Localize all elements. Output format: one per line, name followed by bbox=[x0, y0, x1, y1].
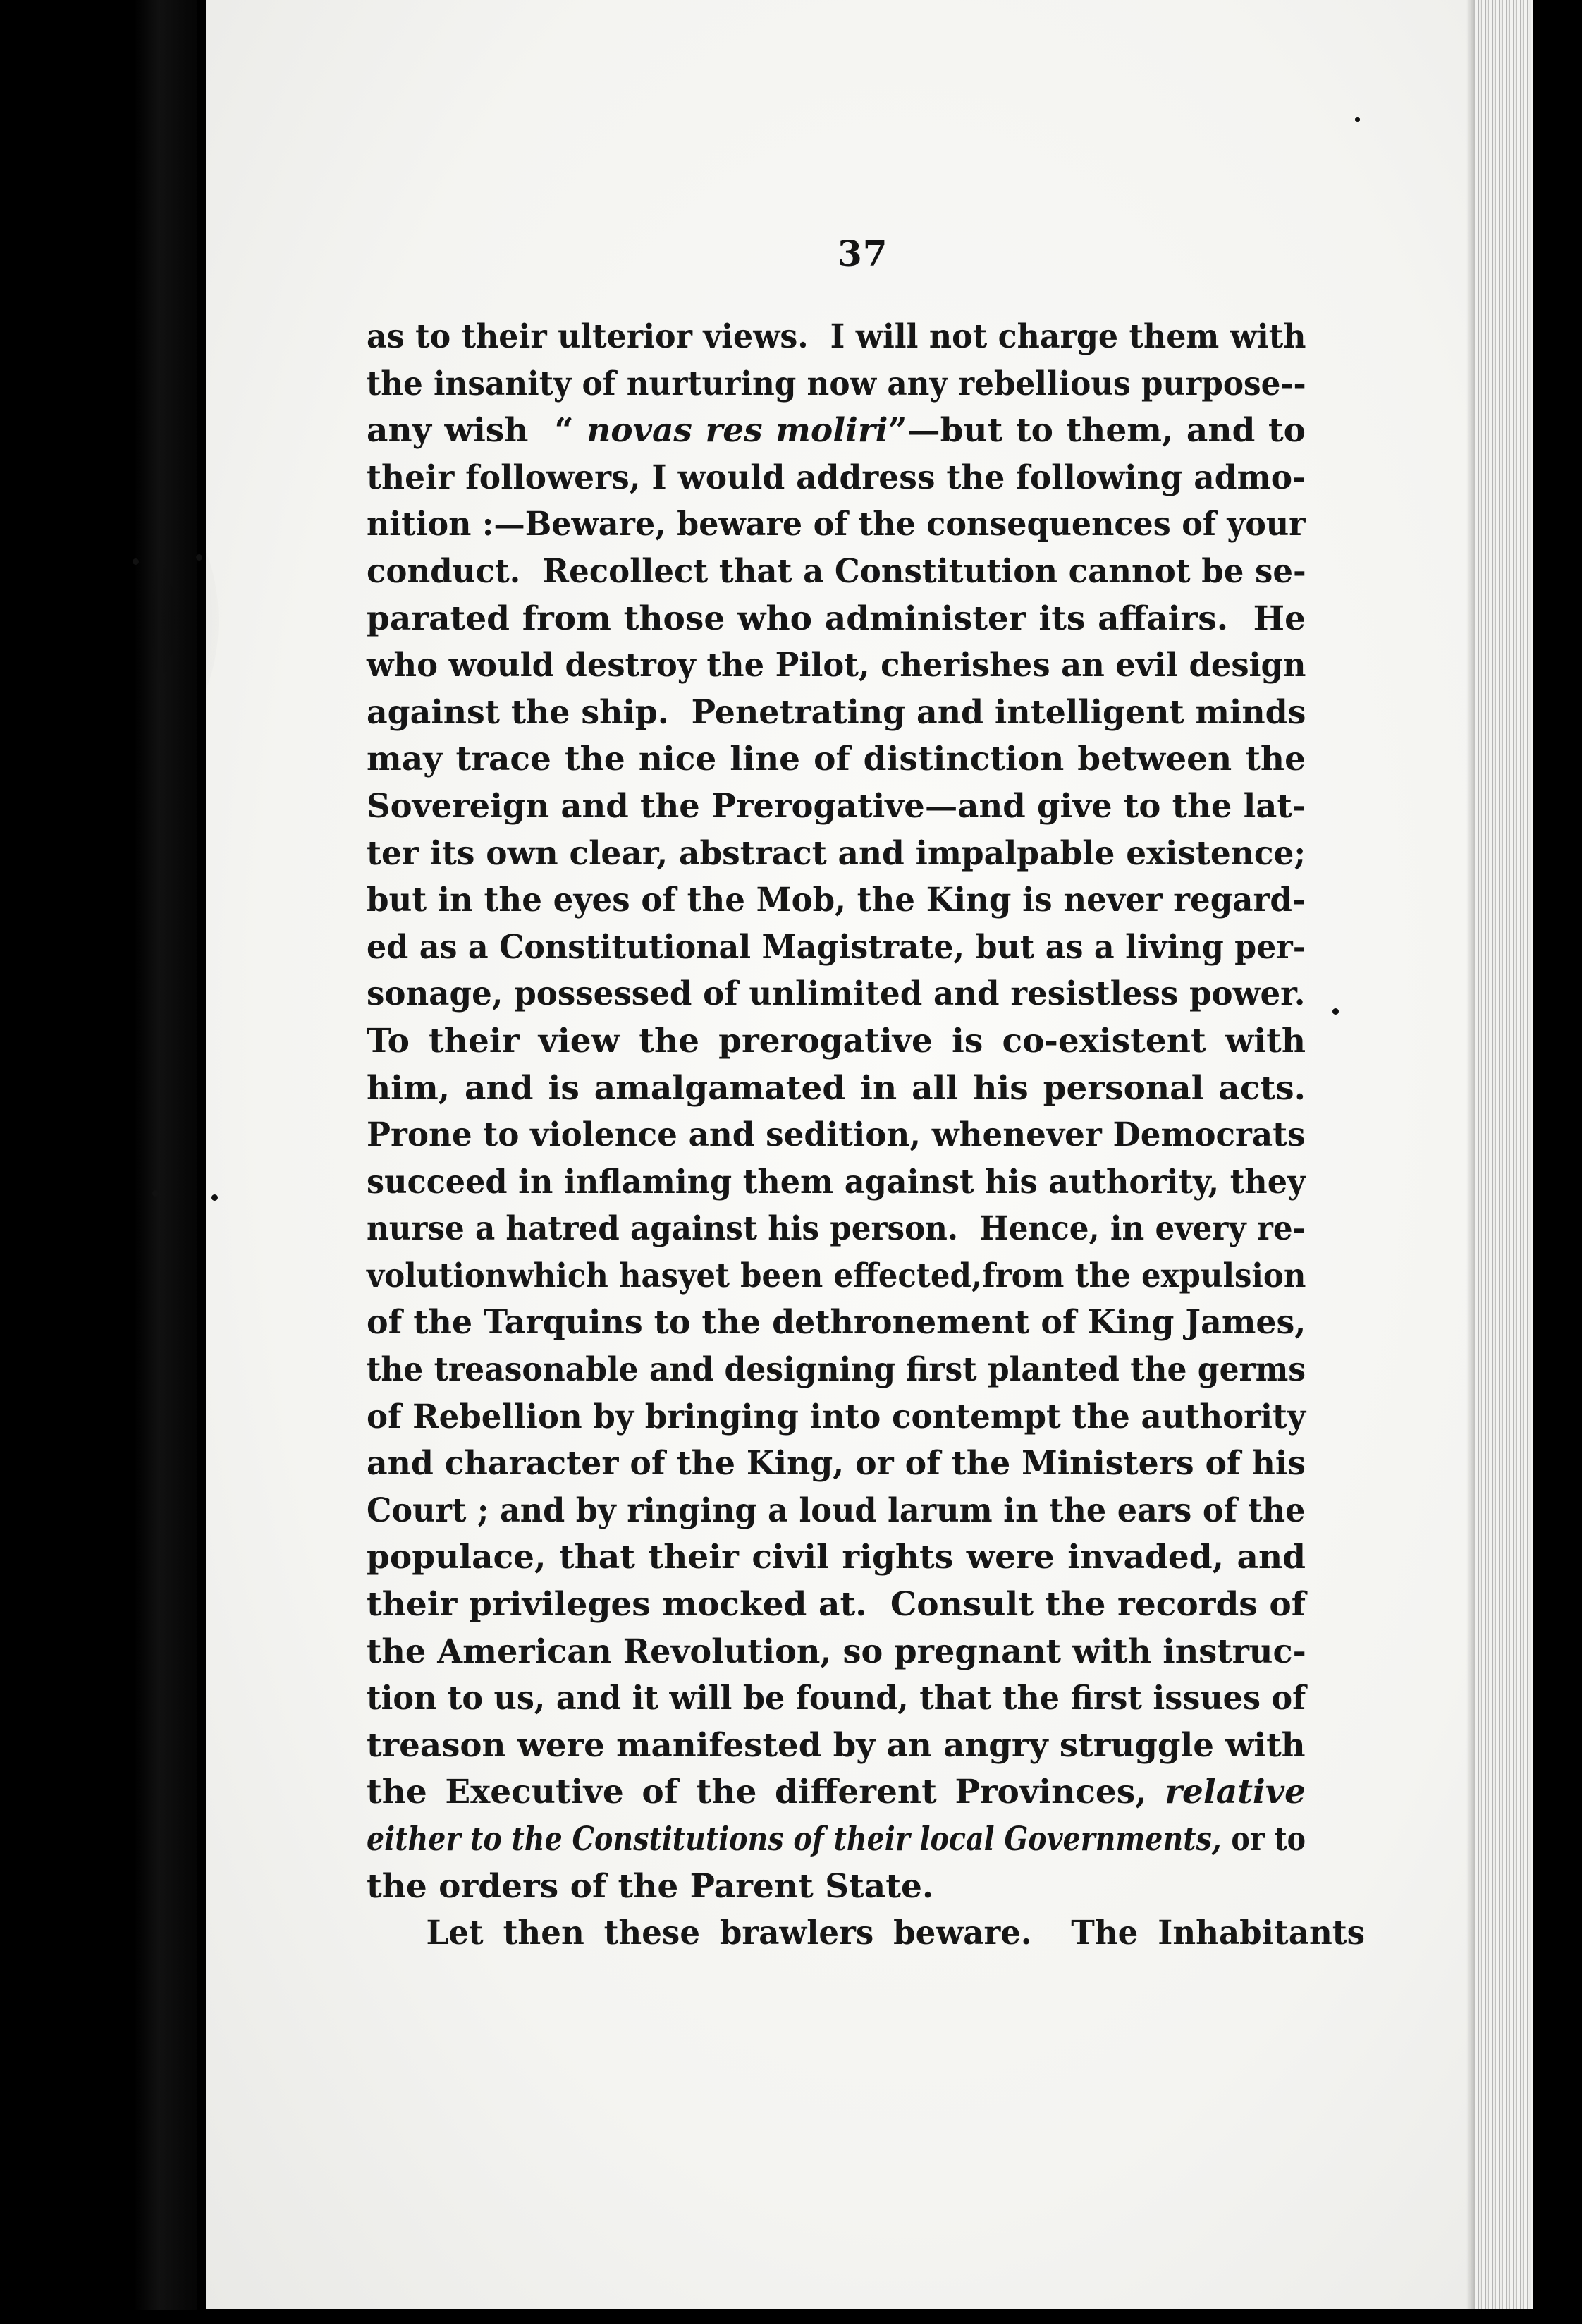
text-line bbox=[367, 1582, 1306, 1629]
text-run: him, and is amalgamated in all his personal acts. bbox=[367, 1068, 1306, 1108]
margin-speck bbox=[133, 558, 139, 565]
italic-text: either to the Constitutions of their local Governments, bbox=[367, 1820, 1222, 1859]
text-run: Prone to violence and sedition, whenever Democrats bbox=[367, 1115, 1306, 1155]
margin-speck bbox=[196, 554, 202, 561]
margin-speck bbox=[1332, 1008, 1339, 1015]
text-line bbox=[367, 1112, 1305, 1159]
italic-text: relative bbox=[1165, 1773, 1306, 1812]
text-line bbox=[367, 1347, 1306, 1394]
text-run: tion to us, and it will be found, that the first issues of bbox=[367, 1679, 1306, 1718]
text-line bbox=[367, 1629, 1306, 1676]
text-run: ter its own clear, abstract and impalpable existence; bbox=[367, 833, 1306, 873]
text-run: the American Revolution, so pregnant with instruc- bbox=[367, 1632, 1306, 1671]
text-run: their privileges mocked at. Consult the records of bbox=[367, 1585, 1306, 1625]
text-line bbox=[367, 831, 1306, 878]
text-line bbox=[367, 1299, 1306, 1347]
text-run: against the ship. Penetrating and intelligent minds bbox=[367, 692, 1306, 732]
text-line bbox=[367, 455, 1306, 502]
text-line bbox=[367, 1864, 1306, 1911]
text-line bbox=[367, 408, 1306, 455]
show-through-mark bbox=[113, 515, 219, 726]
text-line bbox=[367, 596, 1306, 643]
text-line bbox=[367, 736, 1306, 783]
italic-text: novas res moliri bbox=[587, 411, 888, 451]
text-run: as to their ulterior views. I will not charge them with bbox=[367, 317, 1306, 356]
scanner-background-left bbox=[0, 0, 155, 2324]
scanner-background-bottom bbox=[0, 2310, 1582, 2324]
text-line bbox=[367, 1159, 1306, 1206]
text-line bbox=[367, 1675, 1306, 1723]
text-line bbox=[367, 1441, 1306, 1488]
text-run: Let then these brawlers beware. The Inhabitants bbox=[426, 1914, 1365, 1953]
text-line bbox=[367, 1910, 1365, 1957]
book-binding bbox=[134, 0, 197, 2324]
text-run: of the Tarquins to the dethronement of King James, bbox=[367, 1303, 1306, 1343]
page-number: 37 bbox=[838, 233, 888, 274]
text-line bbox=[367, 924, 1306, 972]
text-run: the orders of the Parent State. bbox=[367, 1866, 934, 1906]
text-run: any wish “ bbox=[367, 411, 587, 451]
text-line bbox=[367, 971, 1306, 1018]
text-run: conduct. Recollect that a Constitution cannot be se- bbox=[367, 551, 1306, 591]
text-line bbox=[367, 1816, 1306, 1864]
margin-speck bbox=[1355, 117, 1360, 122]
text-run: and character of the King, or of the Ministers of his bbox=[367, 1444, 1306, 1484]
text-line bbox=[367, 1769, 1306, 1816]
text-line bbox=[367, 642, 1306, 690]
text-line bbox=[367, 361, 1306, 408]
text-run: nurse a hatred against his person. Hence, in every re- bbox=[367, 1209, 1306, 1249]
text-line bbox=[367, 877, 1306, 924]
text-run: their followers, I would address the following admo- bbox=[367, 458, 1306, 497]
text-run: or to bbox=[1221, 1820, 1306, 1859]
margin-speck bbox=[152, 1190, 159, 1197]
text-line bbox=[367, 1253, 1306, 1300]
text-line bbox=[367, 1018, 1306, 1065]
text-run: parated from those who administer its affairs. He bbox=[367, 599, 1306, 638]
text-run: Sovereign and the Prerogative—and give to the lat- bbox=[367, 786, 1306, 826]
text-run: the insanity of nurturing now any rebellious purpose-- bbox=[367, 364, 1306, 403]
text-run: ed as a Constitutional Magistrate, but as a living per- bbox=[367, 927, 1306, 967]
text-run: populace, that their civil rights were invaded, and bbox=[367, 1538, 1306, 1577]
margin-speck bbox=[211, 1194, 218, 1201]
body-text bbox=[367, 314, 1365, 1957]
text-line bbox=[367, 1206, 1306, 1253]
text-line bbox=[367, 1723, 1306, 1770]
text-run: who would destroy the Pilot, cherishes an evil design bbox=[367, 646, 1306, 685]
text-run: volutionwhich hasyet been effected,from the expulsion bbox=[367, 1256, 1306, 1295]
text-line bbox=[367, 314, 1306, 361]
text-run: but in the eyes of the Mob, the King is never regard- bbox=[367, 881, 1306, 920]
text-run: may trace the nice line of distinction between the bbox=[367, 740, 1306, 779]
text-run: Court ; and by ringing a loud larum in the ears of the bbox=[367, 1491, 1306, 1530]
text-run: To their view the prerogative is co-existent with bbox=[367, 1021, 1306, 1060]
book-page-edges bbox=[1475, 0, 1533, 2309]
text-line bbox=[367, 1534, 1306, 1582]
text-line bbox=[367, 1065, 1306, 1113]
text-line bbox=[367, 501, 1306, 549]
text-line bbox=[367, 1488, 1305, 1535]
text-run: treason were manifested by an angry struggle with bbox=[367, 1725, 1306, 1765]
text-line bbox=[367, 549, 1306, 596]
text-run: the Executive of the different Provinces, bbox=[367, 1773, 1165, 1812]
text-line bbox=[367, 1394, 1306, 1441]
scanner-background-right bbox=[1533, 0, 1582, 2324]
text-run: ”—but to them, and to bbox=[888, 411, 1306, 451]
text-run: succeed in inflaming them against his authority, they bbox=[367, 1162, 1306, 1201]
text-run: sonage, possessed of unlimited and resistless power. bbox=[367, 974, 1306, 1014]
text-run: of Rebellion by bringing into contempt the authority bbox=[367, 1397, 1306, 1436]
text-run: nition :—Beware, beware of the consequences of your bbox=[367, 505, 1306, 544]
text-line bbox=[367, 690, 1306, 737]
text-run: the treasonable and designing first planted the germs bbox=[367, 1350, 1306, 1390]
text-line bbox=[367, 783, 1306, 831]
